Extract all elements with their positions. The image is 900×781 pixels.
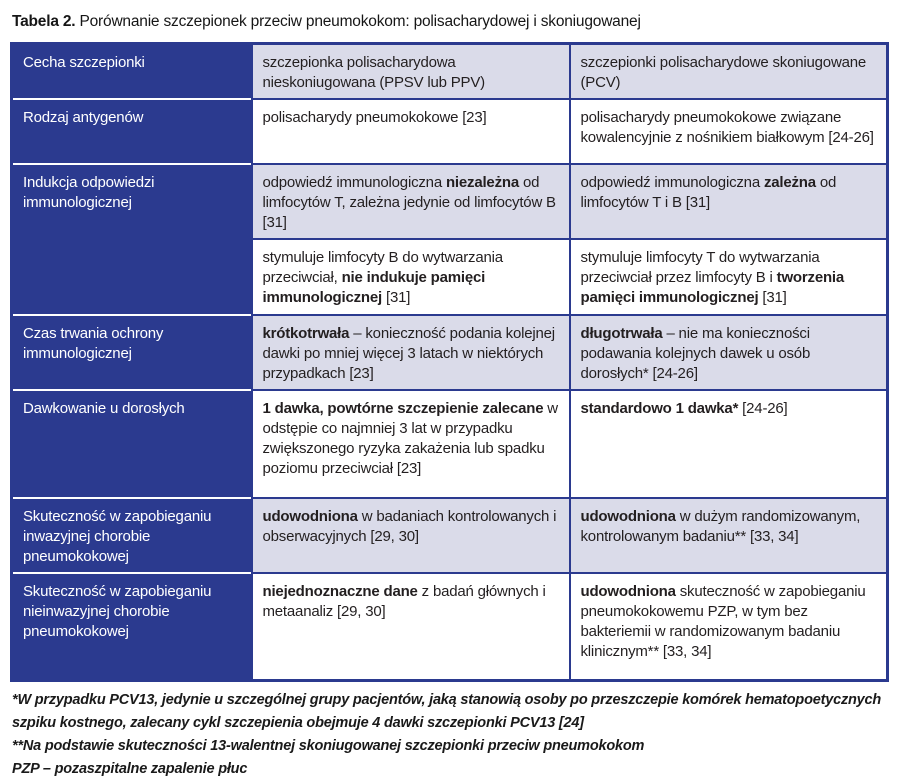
row-label: Skuteczność w zapobieganiu nieinwazyjnej chorobie pneumokokowej [12,573,252,680]
cell-ppsv: stymuluje limfocyty B do wytwarzania przeciwciał, nie indukuje pamięci immunologicznej [31] [252,239,570,315]
cell-ppsv: 1 dawka, powtórne szczepienie zalecane w odstępie co najmniej 3 lat w przypadku zwiększonego ryzyka zakażenia lub spadku poziomu przeciwciał [23] [252,390,570,498]
row-label: Dawkowanie u dorosłych [12,390,252,498]
footnote-3: PZP – pozaszpitalne zapalenie płuc [12,760,248,777]
table-caption [12,13,890,31]
cell-pcv: długotrwała – nie ma konieczności podawania kolejnych dawek u osób dorosłych* [24-26] [570,315,888,390]
cell-pcv: udowodniona w dużym randomizowanym, kontrolowanym badaniu** [33, 34] [570,498,888,573]
table-row [12,390,888,498]
cell-ppsv: udowodniona w badaniach kontrolowanych i obserwacyjnych [29, 30] [252,498,570,573]
cell-pcv: odpowiedź immunologiczna zależna od limfocytów T i B [31] [570,164,888,239]
header-cell-ppsv: szczepionka polisacharydowa nieskoniugowana (PPSV lub PPV) [252,44,570,100]
cell-ppsv: niejednoznaczne dane z badań głównych i metaanaliz [29, 30] [252,573,570,680]
header-row [12,44,888,100]
table-caption-text: Porównanie szczepionek przeciw pneumokokom: polisacharydowej i skoniugowanej [75,13,641,30]
footnote-2: **Na podstawie skuteczności 13-walentnej skoniugowanej szczepionki przeciw pneumokokom [12,737,645,754]
footnotes [12,689,888,781]
table-row [12,164,888,239]
row-label: Rodzaj antygenów [12,99,252,164]
cell-pcv: polisacharydy pneumokokowe związane kowalencyjnie z nośnikiem białkowym [24-26] [570,99,888,164]
cell-pcv: standardowo 1 dawka* [24-26] [570,390,888,498]
cell-pcv: udowodniona skuteczność w zapobieganiu pneumokokowemu PZP, w tym bez bakteriemii w randomizowanym badaniu klinicznym** [33, 34] [570,573,888,680]
row-label: Indukcja odpowiedzi immunologicznej [12,164,252,315]
row-label: Skuteczność w zapobieganiu inwazyjnej chorobie pneumokokowej [12,498,252,573]
cell-ppsv: krótkotrwała – konieczność podania kolejnej dawki po mniej więcej 3 latach w niektórych przypadkach [23] [252,315,570,390]
cell-ppsv: polisacharydy pneumokokowe [23] [252,99,570,164]
table-row [12,498,888,573]
table-row [12,99,888,164]
table-row [12,573,888,680]
row-label: Czas trwania ochrony immunologicznej [12,315,252,390]
footnote-1: *W przypadku PCV13, jedynie u szczególnej grupy pacjentów, jaką stanowią osoby po przeszczepie komórek hematopoetycznych szpiku kostnego, zalecany cykl szczepienia obejmuje 4 dawki szczepionki PCV13 [24] [12,691,882,731]
header-cell-feature: Cecha szczepionki [12,44,252,100]
cell-ppsv: odpowiedź immunologiczna niezależna od limfocytów T, zależna jedynie od limfocytów B [31] [252,164,570,239]
header-cell-pcv: szczepionki polisacharydowe skoniugowane (PCV) [570,44,888,100]
comparison-table [10,42,889,682]
table-caption-number: Tabela 2. [12,13,76,30]
cell-pcv: stymuluje limfocyty T do wytwarzania przeciwciał przez limfocyty B i tworzenia pamięci immunologicznej [31] [570,239,888,315]
table-row [12,315,888,390]
